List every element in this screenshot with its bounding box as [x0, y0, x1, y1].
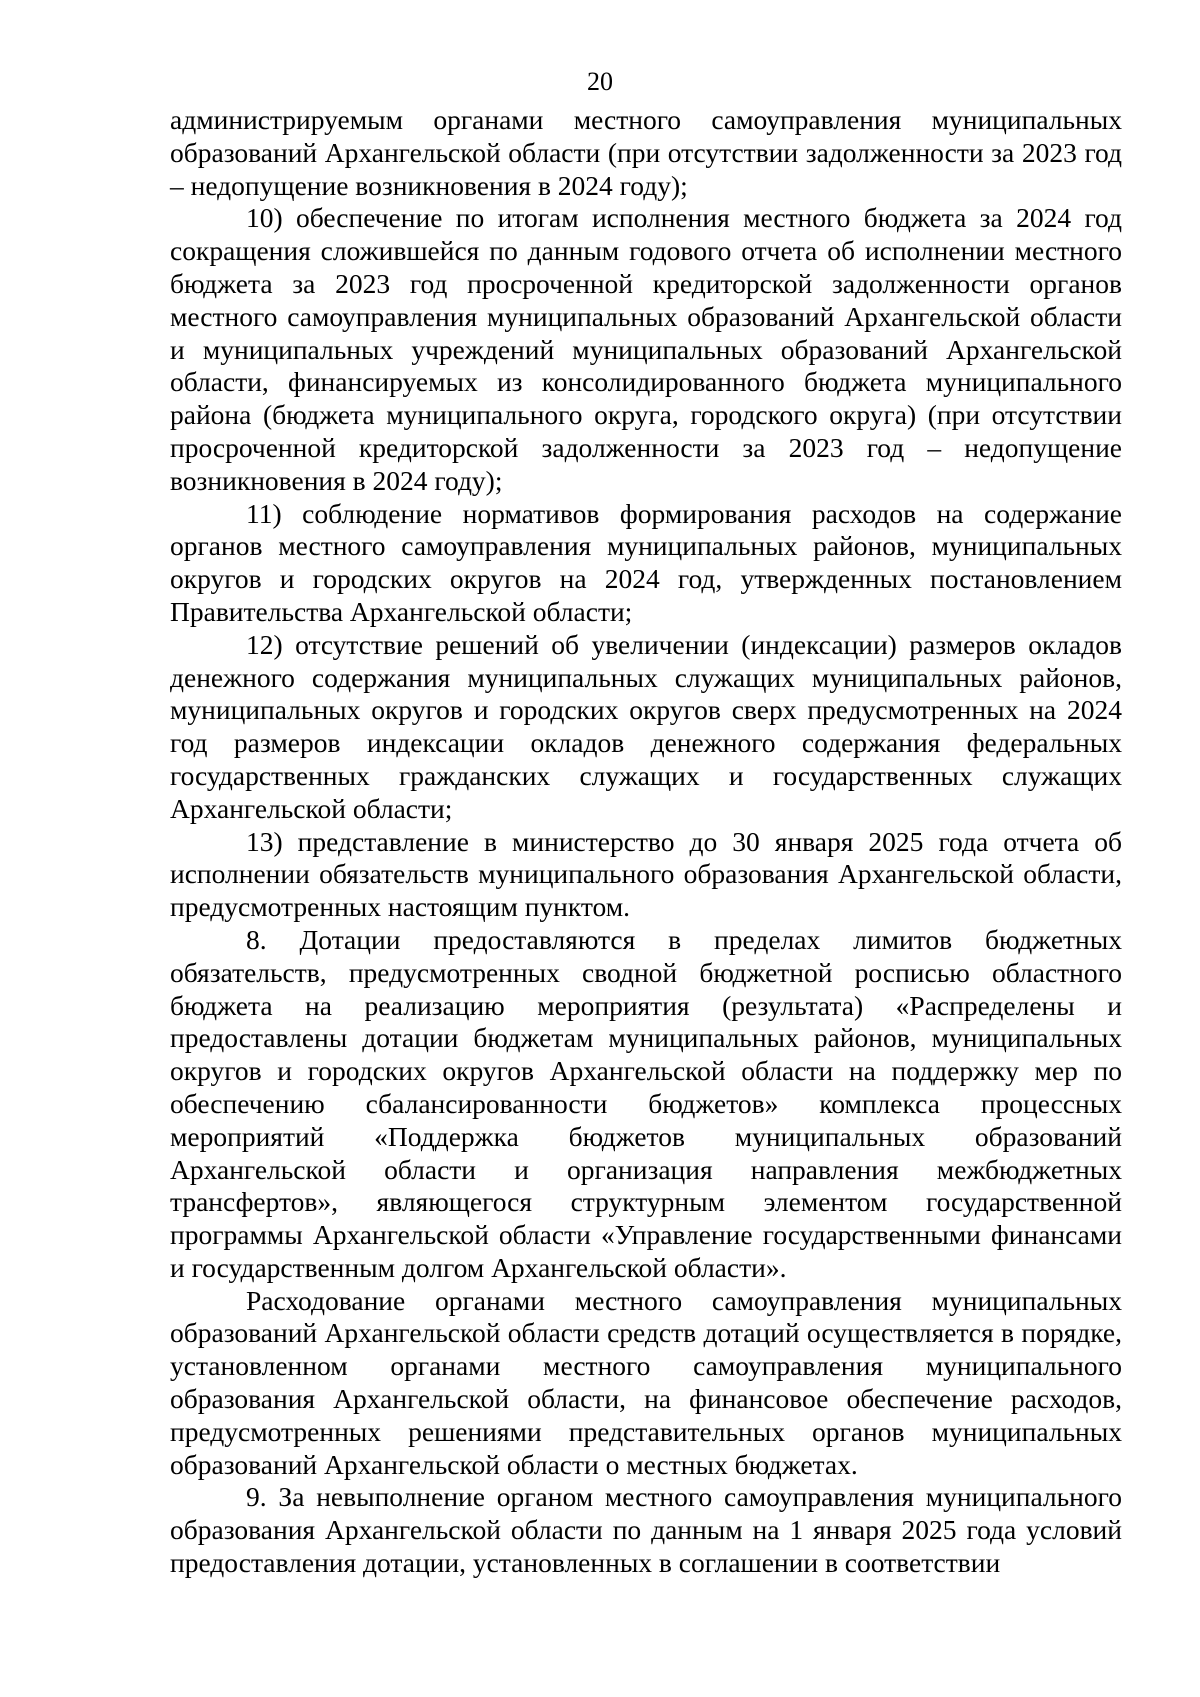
paragraph-continuation: администрируемым органами местного самоуправления муниципальных образований Архангельской области (при отсутствии задолженности за 2023 год – недопущение возникновения в 2024 году); [170, 104, 1122, 201]
paragraph-item-11: 11) соблюдение нормативов формирования расходов на содержание органов местного самоуправления муниципальных районов, муниципальных округов и городских округов на 2024 год, утвержденных постановлением Правительства Архангельской области; [170, 497, 1122, 627]
paragraph-section-9: 9. За невыполнение органом местного самоуправления муниципального образования Архангельской области по данным на 1 января 2025 года условий предоставления дотации, установленных в соглашении в соответствии [170, 1481, 1122, 1579]
paragraph-item-13: 13) представление в министерство до 30 января 2025 года отчета об исполнении обязательств муниципального образования Архангельской области, предусмотренных настоящим пунктом. [170, 825, 1122, 923]
page-number: 20 [587, 67, 613, 96]
paragraph-spending: Расходование органами местного самоуправления муниципальных образований Архангельской области средств дотаций осуществляется в порядке, установленном органами местного самоуправления муниципального образования Архангельской области, на финансовое обеспечение расходов, предусмотренных решениями представительных органов муниципальных образований Архангельской области о местных бюджетах. [170, 1284, 1122, 1480]
document-body [170, 104, 1122, 1580]
paragraph-item-10: 10) обеспечение по итогам исполнения местного бюджета за 2024 год сокращения сложившейся по данным годового отчета об исполнении местного бюджета за 2023 год просроченной кредиторской задолженности органов местного самоуправления муниципальных образований Архангельской области и муниципальных учреждений муниципальных образований Архангельской области, финансируемых из консолидированного бюджета муниципального района (бюджета муниципального округа, городского округа) (при отсутствии просроченной кредиторской задолженности за 2023 год – недопущение возникновения в 2024 году); [170, 202, 1122, 496]
paragraph-section-8: 8. Дотации предоставляются в пределах лимитов бюджетных обязательств, предусмотренных сводной бюджетной росписью областного бюджета на реализацию мероприятия (результата) «Распределены и предоставлены дотации бюджетам муниципальных районов, муниципальных округов и городских округов Архангельской области на поддержку мер по обеспечению сбалансированности бюджетов» комплекса процессных мероприятий «Поддержка бюджетов муниципальных образований Архангельской области и организация направления межбюджетных трансфертов», являющегося структурным элементом государственной программы Архангельской области «Управление государственными финансами и государственным долгом Архангельской области». [170, 923, 1122, 1283]
paragraph-item-12: 12) отсутствие решений об увеличении (индексации) размеров окладов денежного содержания муниципальных служащих муниципальных районов, муниципальных округов и городских округов сверх предусмотренных на 2024 год размеров индексации окладов денежного содержания федеральных государственных гражданских служащих и государственных служащих Архангельской области; [170, 628, 1122, 824]
